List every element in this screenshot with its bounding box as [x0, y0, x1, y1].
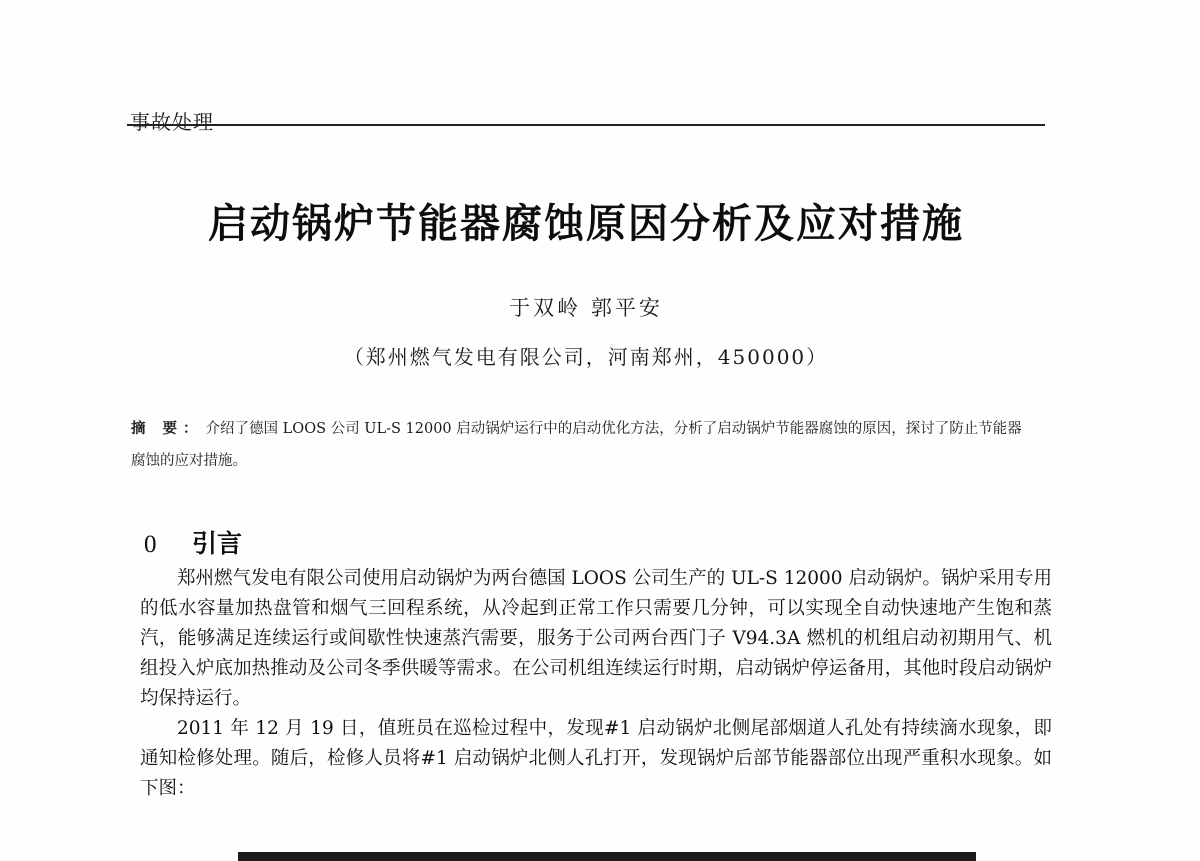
section-title: 引言	[192, 529, 243, 558]
section-body	[140, 564, 1052, 804]
author-affiliation: （郑州燃气发电有限公司，河南郑州，450000）	[343, 345, 829, 369]
abstract-label: 摘 要：	[131, 420, 204, 437]
body-paragraph: 郑州燃气发电有限公司使用启动锅炉为两台德国 LOOS 公司生产的 UL-S 12000 启动锅炉。锅炉采用专用的低水容量加热盘管和烟气三回程系统，从冷起到正常工作只需要几分钟，可以实现全自动快速地产生饱和蒸汽，能够满足连续运行或间歇性快速蒸汽需要，服务于公司两台西门子 V94.3A 燃机的机组启动初期用气、机组投入炉底加热推动及公司冬季供暖等需求。在公司机组连续运行时期，启动锅炉停运备用，其他时段启动锅炉均保持运行。	[140, 568, 1052, 709]
section-heading	[144, 524, 242, 560]
body-paragraph: 2011 年 12 月 19 日，值班员在巡检过程中，发现#1 启动锅炉北侧尾部烟道人孔处有持续滴水现象，即通知检修处理。随后，检修人员将#1 启动锅炉北侧人孔打开，发现锅炉后部节能器部位出现严重积水现象。如下图：	[140, 718, 1052, 799]
article-authors: 于双岭 郭平安	[509, 296, 663, 320]
header-rule	[127, 124, 1045, 126]
figure-image-top-edge	[238, 852, 976, 861]
abstract-text: 介绍了德国 LOOS 公司 UL-S 12000 启动锅炉运行中的启动优化方法，分析了启动锅炉节能器腐蚀的原因，探讨了防止节能器腐蚀的应对措施。	[131, 421, 1022, 469]
article-title: 启动锅炉节能器腐蚀原因分析及应对措施	[208, 201, 964, 247]
section-number: 0	[144, 531, 157, 558]
abstract	[131, 413, 1036, 477]
running-header: 事故处理	[130, 110, 214, 134]
